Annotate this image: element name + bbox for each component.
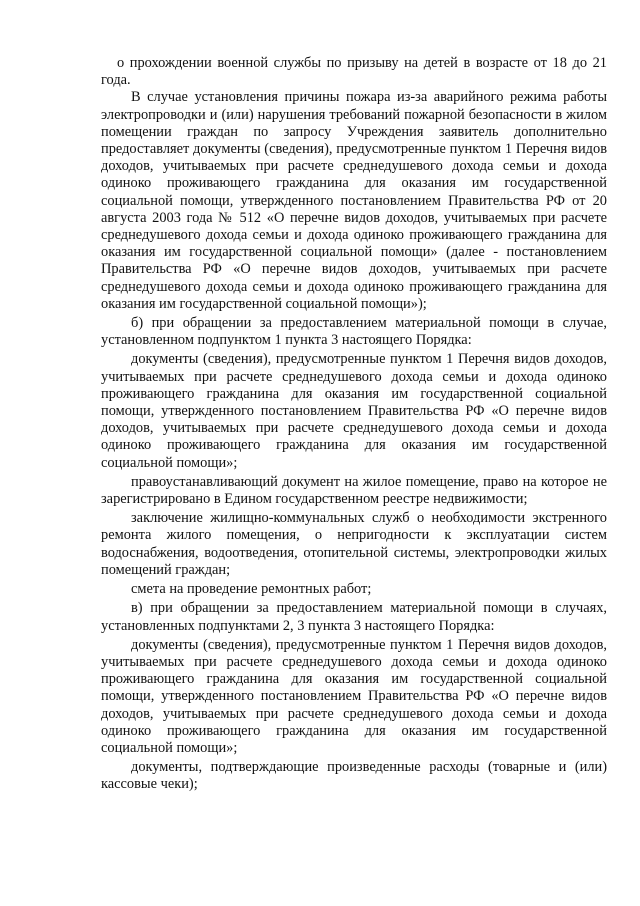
paragraph-expense-documents: документы, подтверждающие произведенные расходы (товарные и (или) кассовые чеки); [101, 759, 607, 793]
paragraph-subitem-b: б) при обращении за предоставлением материальной помощи в случае, установленном подпунктом 1 пункта 3 настоящего Порядка: [101, 315, 607, 349]
paragraph-continuation: о прохождении военной службы по призыву на детей в возрасте от 18 до 21 года. [101, 55, 607, 89]
paragraph-fire-cause: В случае установления причины пожара из-за аварийного режима работы электропроводки и (или) нарушения требований пожарной безопасности в жилом помещении граждан по запросу Учреждения заявитель дополнительно предоставляет документы (сведения), предусмотренные пунктом 1 Перечня видов доходов, учитываемых при расчете среднедушевого дохода семьи и дохода одиноко проживающего гражданина для оказания им государственной социальной помощи, утвержденного постановлением Правительства РФ от 20 августа 2003 года № 512 «О перечне видов доходов, учитываемых при расчете среднедушевого дохода семьи и дохода одиноко проживающего гражданина для оказания им государственной социальной помощи» (далее - постановлением Правительства РФ «О перечне видов доходов, учитываемых при расчете среднедушевого дохода семьи и дохода одиноко проживающего гражданина для оказания им государственной социальной помощи»); [101, 89, 607, 312]
paragraph-repair-estimate: смета на проведение ремонтных работ; [131, 581, 372, 598]
paragraph-subitem-v: в) при обращении за предоставлением материальной помощи в случаях, установленных подпунктами 2, 3 пункта 3 настоящего Порядка: [101, 600, 607, 634]
paragraph-income-documents: документы (сведения), предусмотренные пунктом 1 Перечня видов доходов, учитываемых при расчете среднедушевого дохода семьи и дохода одиноко проживающего гражданина для оказания им государственной социальной помощи, утвержденного постановлением Правительства РФ «О перечне видов доходов, учитываемых при расчете среднедушевого дохода семьи и дохода одиноко проживающего гражданина для оказания им государственной социальной помощи»; [101, 351, 607, 471]
document-body [101, 55, 607, 794]
paragraph-title-document: правоустанавливающий документ на жилое помещение, право на которое не зарегистрировано в Едином государственном реестре недвижимости; [101, 473, 607, 508]
paragraph-utility-conclusion: заключение жилищно-коммунальных служб о необходимости экстренного ремонта жилого помещения, о непригодности к эксплуатации систем водоснабжения, водоотведения, отопительной системы, электропроводки жилых помещений граждан; [101, 510, 607, 578]
paragraph-income-documents-2: документы (сведения), предусмотренные пунктом 1 Перечня видов доходов, учитываемых при расчете среднедушевого дохода семьи и дохода одиноко проживающего гражданина для оказания им государственной социальной помощи, утвержденного постановлением Правительства РФ «О перечне видов доходов, учитываемых при расчете среднедушевого дохода семьи и дохода одиноко проживающего гражданина для оказания им государственной социальной помощи»; [101, 636, 607, 756]
